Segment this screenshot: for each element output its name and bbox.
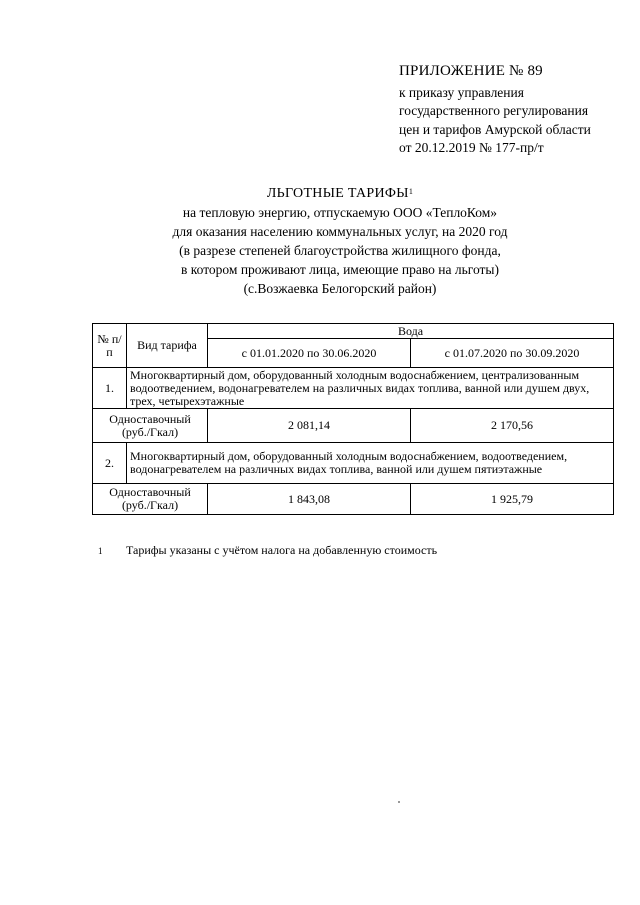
footnote-text: Тарифы указаны с учётом налога на добавленную стоимость [126,543,438,557]
tariff-value: 1 925,79 [411,484,614,515]
annex-line: от 20.12.2019 № 177-пр/т [399,140,544,155]
title-line: на тепловую энергию, отпускаемую ООО «ТеплоКом» [182,205,498,220]
table-header-row [93,324,614,339]
title-line: в котором проживают лица, имеющие право на льготы) [181,262,499,277]
main-title-text: ЛЬГОТНЫЕ ТАРИФЫ [266,186,409,201]
row-description: Многоквартирный дом, оборудованный холодным водоснабжением, централизованным водоотведением, водонагревателем на различных видах топлива, ванной или душем двух, трех, четырехэтажные [127,368,614,409]
table-row [93,409,614,443]
table-row [93,484,614,515]
header-kind: Вид тарифа [127,324,208,368]
footnote-mark: 1 [98,546,103,556]
title-line: для оказания населению коммунальных услуг, на 2020 год [172,224,508,239]
table-row [93,443,614,484]
tariff-value: 1 843,08 [208,484,411,515]
annex-header [399,62,635,158]
scan-speck [398,801,400,803]
row-num: 1. [93,368,127,409]
header-period-2: с 01.07.2020 по 30.09.2020 [411,339,614,368]
tariff-table [92,323,614,515]
annex-line: цен и тарифов Амурской области [399,121,591,137]
tariff-value: 2 170,56 [411,409,614,443]
header-num: № п/п [93,324,127,368]
tariff-kind: Одноставочный (руб./Гкал) [93,409,208,443]
header-period-1: с 01.01.2020 по 30.06.2020 [208,339,411,368]
footnote-ref: 1 [408,187,414,196]
title-line: (с.Возжаевка Белогорский район) [243,281,437,296]
table-row [93,368,614,409]
document-title [0,184,640,298]
annex-line: государственного регулирования [399,103,589,118]
row-num: 2. [93,443,127,484]
annex-title: ПРИЛОЖЕНИЕ № 89 [399,63,543,79]
header-water: Вода [208,324,614,339]
tariff-value: 2 081,14 [208,409,411,443]
tariff-kind: Одноставочный (руб./Гкал) [93,484,208,515]
main-title [0,184,640,203]
footnote [98,543,437,558]
title-line: (в разрезе степеней благоустройства жилищного фонда, [179,243,501,258]
row-description: Многоквартирный дом, оборудованный холодным водоснабжением, водоотведением, водонагревателем на различных видах топлива, ванной или душем пятиэтажные [127,443,614,484]
annex-line: к приказу управления [399,84,524,100]
